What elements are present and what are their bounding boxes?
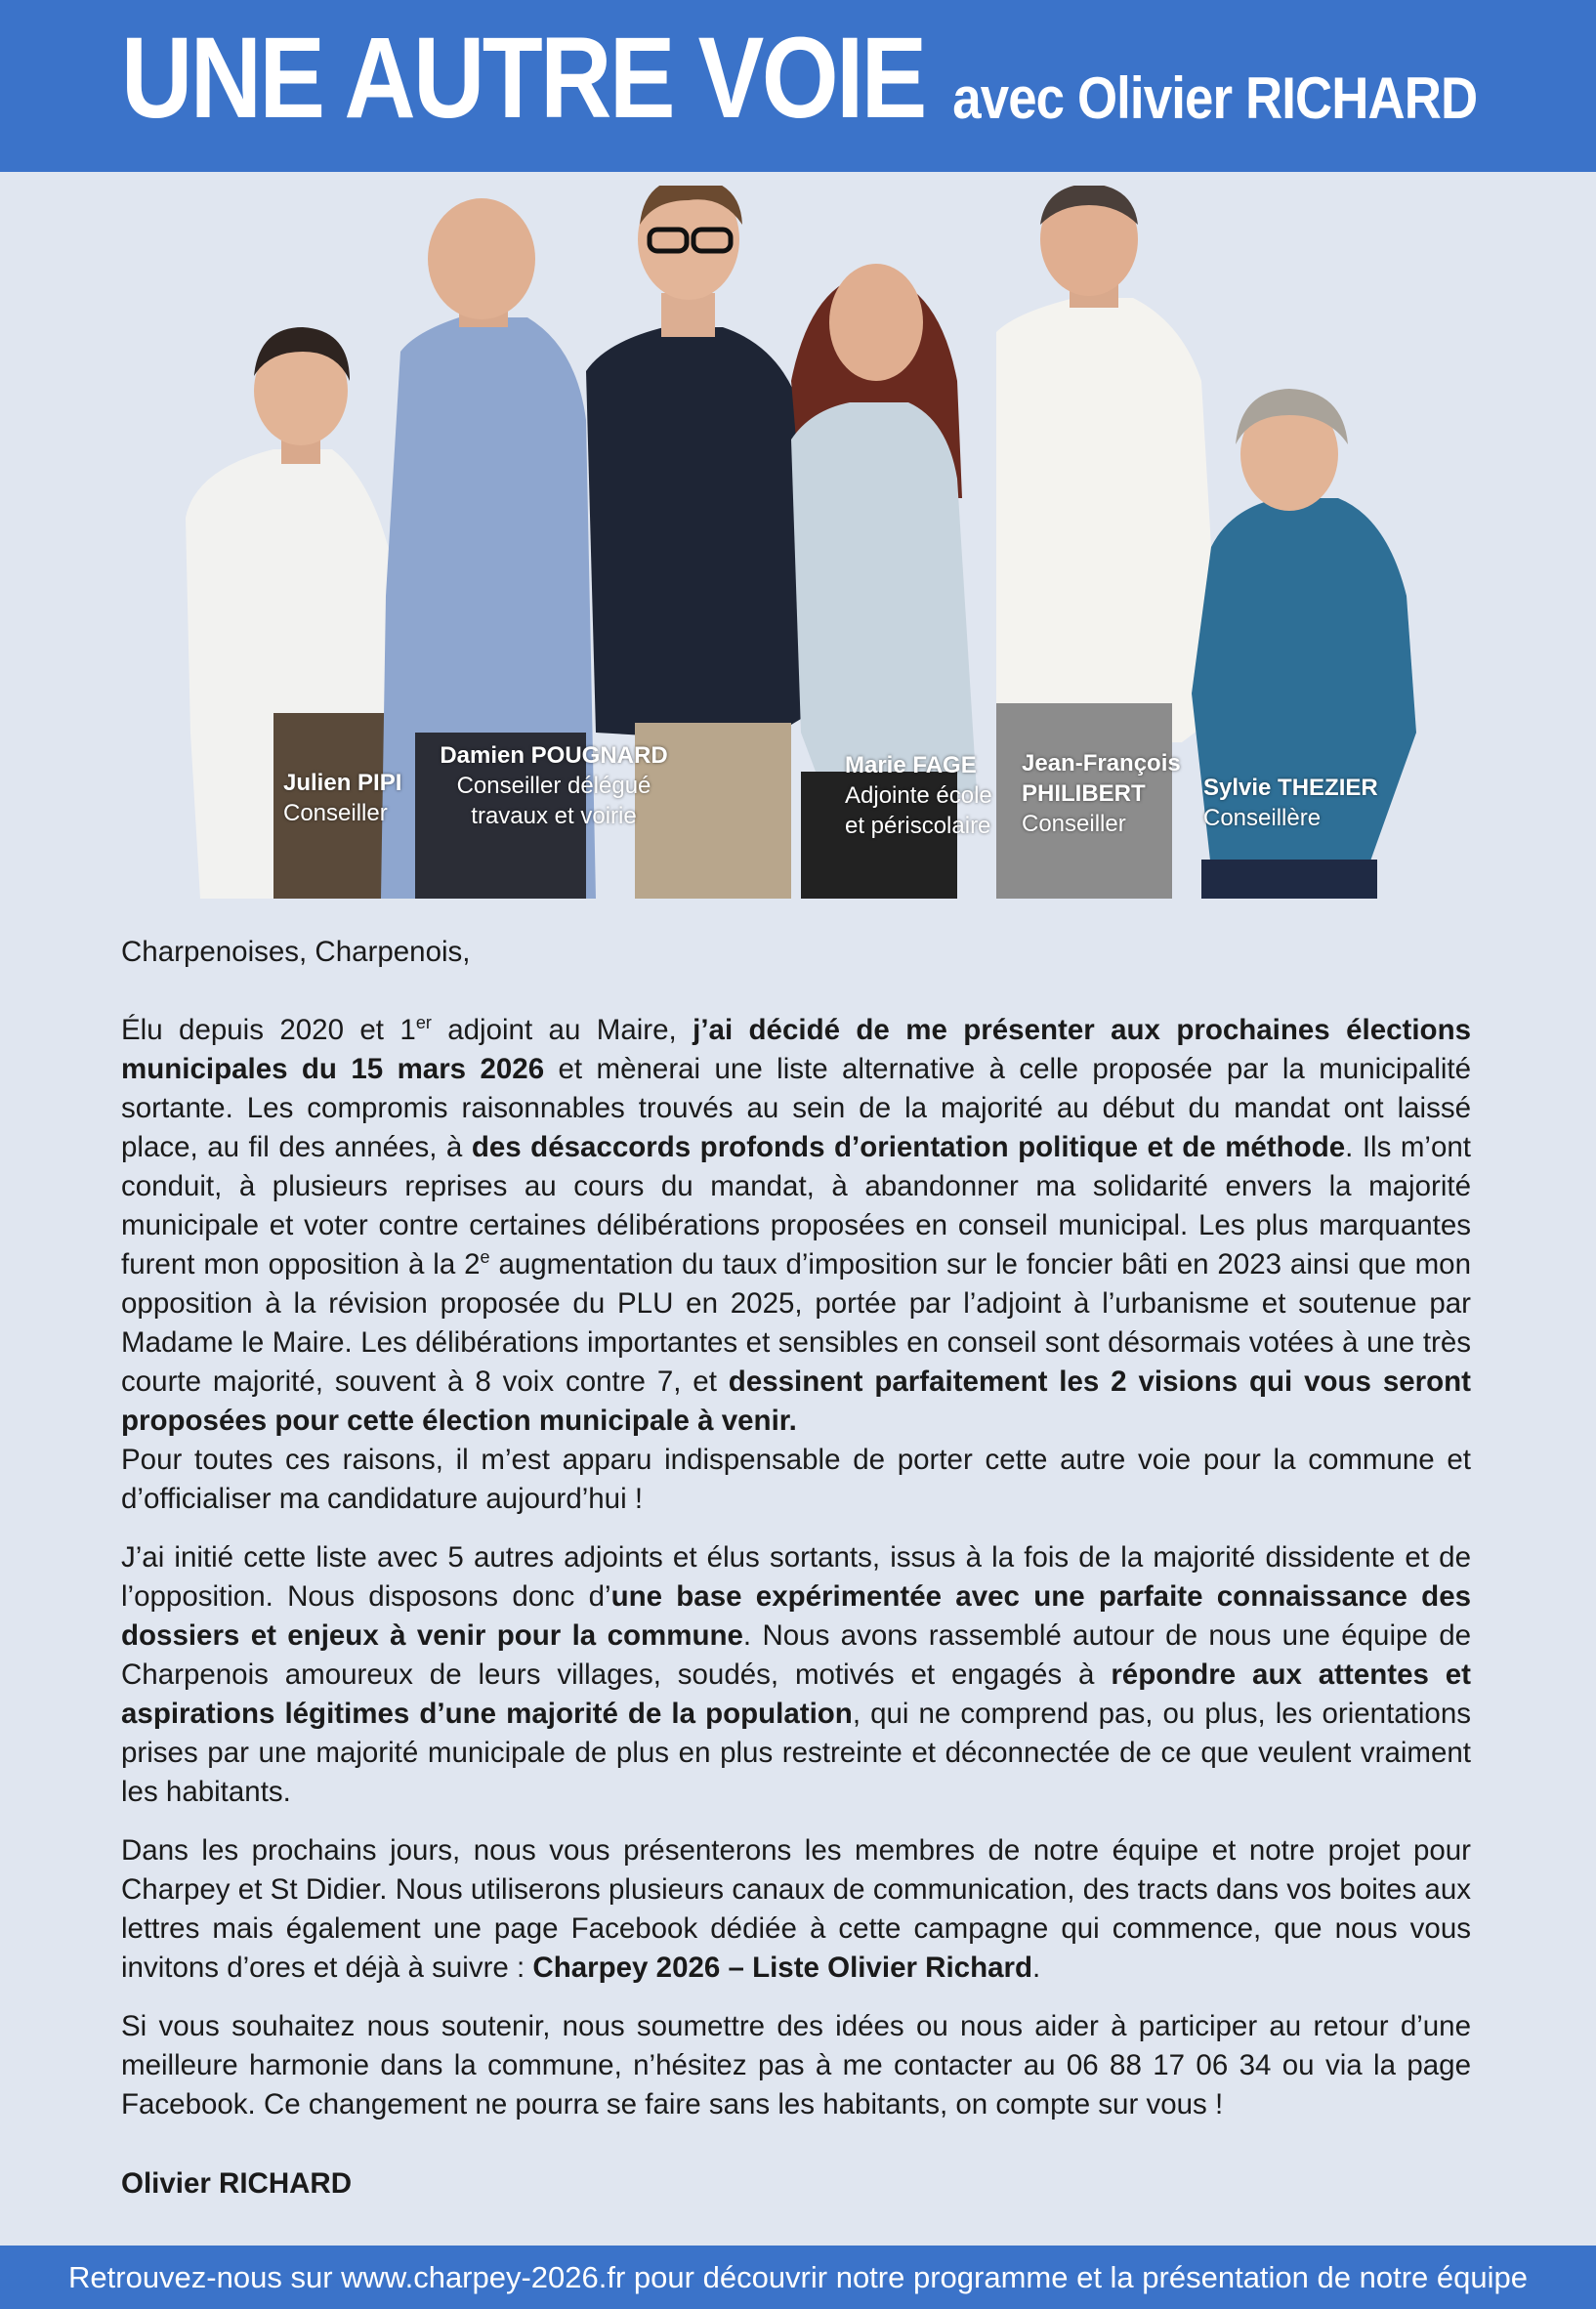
caption-jean-francois-philibert [1022,748,1181,839]
greeting: Charpenoises, Charpenois, [121,936,471,968]
footer-banner [0,2246,1596,2309]
member-role: Conseiller délégué travaux et voirie [456,773,651,829]
member-name: Julien PIPI [283,770,402,796]
caption-marie-fage [845,750,992,841]
member-name: Jean-François PHILIBERT [1022,750,1181,807]
header-banner [0,0,1596,172]
member-role: Adjointe école et périscolaire [845,782,992,839]
caption-sylvie-thezier [1203,773,1378,833]
paragraph-1: Élu depuis 2020 et 1er adjoint au Maire, j’ai décidé de me présenter aux prochaines élections municipales du 15 mars 2026 et mènerai une liste alternative à celle proposée par la municipalité sortante. Les compromis raisonnables trouvés au sein de la majorité au début du mandat ont laissé place, au fil des années, à des désaccords profonds d’orientation politique et de méthode. Ils m’ont conduit, à plusieurs reprises au cours du mandat, à abandonner ma solidarité envers la majorité municipale et voter contre certaines délibérations proposées en conseil municipal. Les plus marquantes furent mon opposition à la 2e augmentation du taux d’imposition sur le foncier bâti en 2023 ainsi que mon opposition à la révision proposée du PLU en 2025, portée par l’adjoint à l’urbanisme et soutenue par Madame le Maire. Les délibérations importantes et sensibles en conseil sont désormais votées à une très courte majorité, souvent à 8 voix contre 7, et dessinent parfaitement les 2 visions qui vous seront proposées pour cette élection municipale à venir. [121,1013,1471,1437]
member-role: Conseiller [1022,811,1126,837]
caption-julien-pipi [283,768,401,828]
member-name: Sylvie THEZIER [1203,775,1378,801]
member-role: Conseiller [283,800,388,826]
signature: Olivier RICHARD [121,2167,353,2200]
page-subtitle: avec Olivier RICHARD [951,65,1477,131]
letter-body [121,933,1471,2124]
footer-text: Retrouvez-nous sur www.charpey-2026.fr pour découvrir notre programme et la présentation de notre équipe [68,2260,1528,2294]
member-role: Conseillère [1203,805,1322,831]
member-name: Damien POUGNARD [440,742,668,769]
member-name: Marie FAGE [845,752,977,778]
paragraph-5: Si vous souhaitez nous soutenir, nous soumettre des idées ou nous aider à participer au retour d’une meilleure harmonie dans la commune, n’hésitez pas à me contacter au 06 88 17 06 34 ou via la page Facebook. Ce changement ne pourra se faire sans les habitants, on compte sur vous ! [121,2010,1471,2120]
caption-damien-pougnard [436,740,672,831]
facebook-page-name: Charpey 2026 – Liste Olivier Richard [532,1952,1032,1984]
paragraph-3: J’ai initié cette liste avec 5 autres adjoints et élus sortants, issus à la fois de la majorité dissidente et de l’opposition. Nous disposons donc d’une base expérimentée avec une parfaite connaissance des dossiers et enjeux à venir pour la commune. Nous avons rassemblé autour de nous une équipe de Charpenois amoureux de leurs villages, soudés, motivés et engagés à répondre aux attentes et aspirations légitimes d’une majorité de la population, qui ne comprend pas, ou plus, les orientations prises par une majorité municipale de plus en plus restreinte et déconnectée de ce que veulent vraiment les habitants. [121,1541,1472,1808]
paragraph-2: Pour toutes ces raisons, il m’est apparu indispensable de porter cette autre voie pour la commune et d’officialiser ma candidature aujourd’hui ! [121,1444,1471,1515]
page-title: UNE AUTRE VOIE [121,14,925,143]
paragraph-4: Dans les prochains jours, nous vous présenterons les membres de notre équipe et notre projet pour Charpey et St Didier. Nous utiliserons plusieurs canaux de communication, des tracts dans vos boites aux lettres mais également une page Facebook dédiée à cette campagne qui commence, que nous vous invitons d’ores et déjà à suivre : Charpey 2026 – Liste Olivier Richard. [121,1834,1471,1984]
